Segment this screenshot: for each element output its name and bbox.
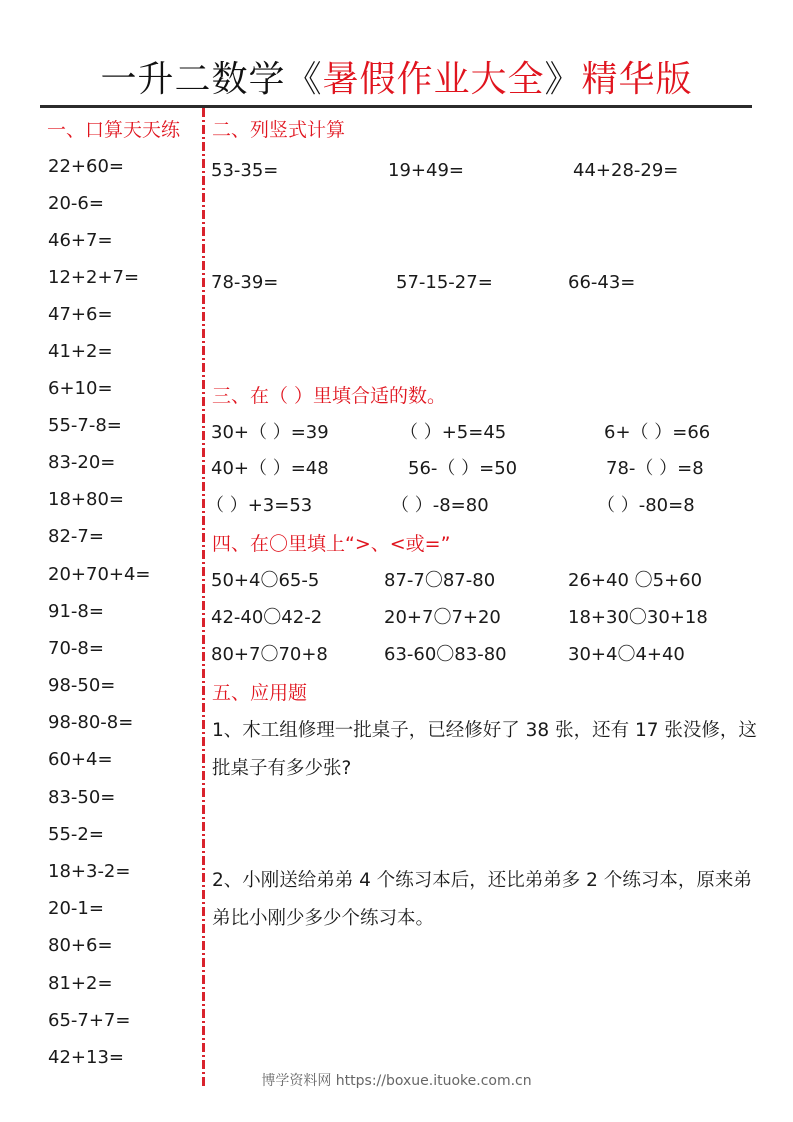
vertical-calc-item: 44+28-29= [573, 160, 679, 181]
compare-item: 20+7〇7+20 [384, 607, 501, 628]
oral-item: 20-1= [48, 898, 104, 919]
oral-item: 41+2= [48, 341, 113, 362]
oral-item: 22+60= [48, 156, 124, 177]
oral-item: 18+3-2= [48, 861, 131, 882]
vertical-calc-item: 57-15-27= [396, 272, 493, 293]
title-suffix: 精华版 [581, 59, 693, 100]
oral-item: 81+2= [48, 973, 113, 994]
word-problem-2: 2、小刚送给弟弟 4 个练习本后，还比弟弟多 2 个练习本，原来弟弟比小刚少多少个练习本。 [212, 870, 752, 929]
vertical-calc-item: 66-43= [568, 272, 636, 293]
fill-blank-item: 56-（ ）=50 [408, 458, 518, 479]
oral-item: 80+6= [48, 935, 113, 956]
oral-item: 12+2+7= [48, 267, 140, 288]
compare-item: 50+4〇65-5 [211, 570, 320, 591]
page-title [0, 56, 793, 104]
fill-blank-item: 30+（ ）=39 [211, 422, 329, 443]
oral-item: 55-2= [48, 824, 104, 845]
fill-blank-item: 6+（ ）=66 [604, 422, 711, 443]
oral-item: 98-50= [48, 675, 116, 696]
fill-blank-item: （ ）+3=53 [206, 495, 313, 516]
vertical-calc-item: 78-39= [211, 272, 279, 293]
oral-item: 60+4= [48, 749, 113, 770]
oral-item: 20+70+4= [48, 564, 151, 585]
fill-blank-item: 40+（ ）=48 [211, 458, 329, 479]
fill-blank-item: （ ）-8=80 [391, 495, 489, 516]
fill-blank-item: （ ）-80=8 [597, 495, 695, 516]
title-divider [40, 105, 752, 108]
section2-title: 二、列竖式计算 [212, 119, 346, 141]
section4-title: 四、在〇里填上“>、<或=” [212, 533, 451, 555]
oral-item: 55-7-8= [48, 415, 122, 436]
title-bracket: 》 [544, 59, 582, 100]
compare-item: 63-60〇83-80 [384, 644, 507, 665]
oral-item: 20-6= [48, 193, 104, 214]
compare-item: 26+40 〇5+60 [568, 570, 703, 591]
oral-item: 18+80= [48, 489, 124, 510]
fill-blank-item: （ ）+5=45 [400, 422, 507, 443]
compare-item: 18+30〇30+18 [568, 607, 708, 628]
column-divider [202, 108, 205, 1086]
title-highlight: 暑假作业大全 [322, 59, 545, 100]
compare-item: 87-7〇87-80 [384, 570, 496, 591]
compare-item: 80+7〇70+8 [211, 644, 328, 665]
oral-item: 6+10= [48, 378, 113, 399]
oral-item: 65-7+7= [48, 1010, 131, 1031]
fill-blank-item: 78-（ ）=8 [606, 458, 704, 479]
word-problem-1: 1、木工组修理一批桌子，已经修好了 38 张，还有 17 张没修，这批桌子有多少张? [212, 720, 757, 779]
oral-item: 70-8= [48, 638, 104, 659]
section5-title: 五、应用题 [212, 682, 308, 704]
oral-item: 42+13= [48, 1047, 124, 1068]
compare-item: 30+4〇4+40 [568, 644, 685, 665]
footer-watermark: 博学资料网 https://boxue.ituoke.com.cn [261, 1073, 532, 1089]
oral-item: 98-80-8= [48, 712, 134, 733]
oral-item: 83-50= [48, 787, 116, 808]
vertical-calc-item: 19+49= [388, 160, 464, 181]
compare-item: 42-40〇42-2 [211, 607, 323, 628]
title-prefix: 一升二数学《 [100, 59, 323, 100]
section3-title: 三、在（ ）里填合适的数。 [212, 385, 447, 407]
vertical-calc-item: 53-35= [211, 160, 279, 181]
oral-item: 46+7= [48, 230, 113, 251]
oral-item: 91-8= [48, 601, 104, 622]
oral-item: 47+6= [48, 304, 113, 325]
section1-title: 一、口算天天练 [47, 119, 181, 141]
oral-item: 83-20= [48, 452, 116, 473]
oral-item: 82-7= [48, 526, 104, 547]
